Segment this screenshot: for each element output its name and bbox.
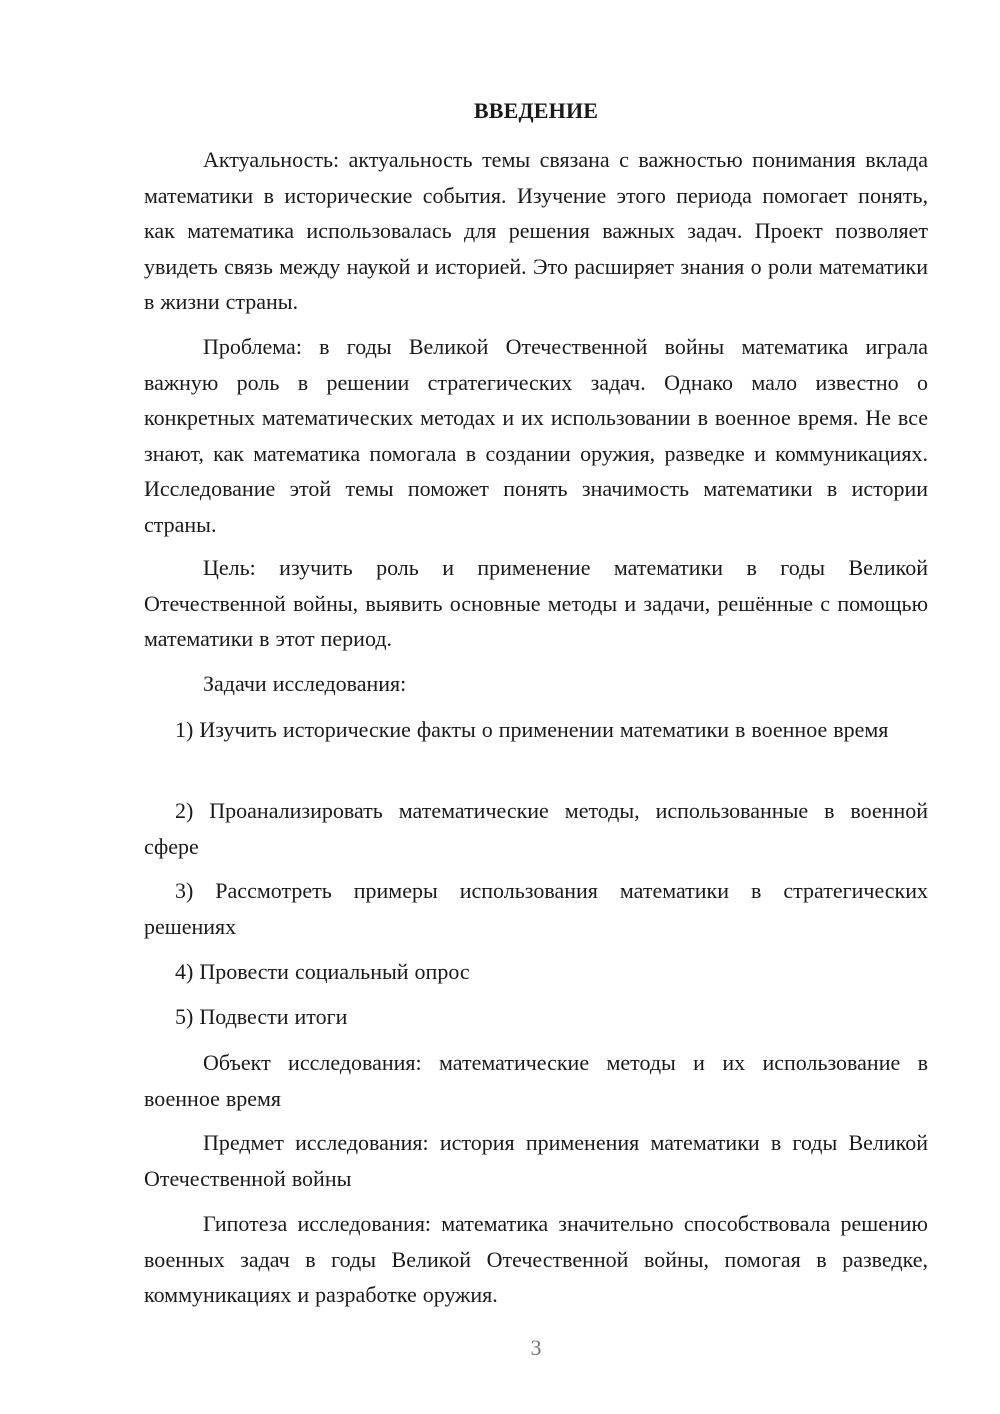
- paragraph-problem: Проблема: в годы Великой Отечественной войны математика играла важную роль в решении стратегических задач. Однако мало известно о конкретных математических методах и их использовании в военное время. Не все знают, как математика помогала в создании оружия, разведке и коммуникациях. Исследование этой темы поможет понять значимость математики в истории страны.: [144, 334, 928, 537]
- page-title: ВВЕДЕНИЕ: [473, 98, 599, 123]
- list-item: 2) Проанализировать математические методы, использованные в военной сфере: [144, 798, 928, 859]
- list-item: 5) Подвести итоги: [175, 1004, 348, 1029]
- paragraph-hypothesis: Гипотеза исследования: математика значительно способствовала решению военных задач в годы Великой Отечественной войны, помогая в разведке, коммуникациях и разработке оружия.: [144, 1211, 928, 1307]
- list-item: 4) Провести социальный опрос: [175, 959, 470, 984]
- tasks-heading: Задачи исследования:: [203, 671, 407, 696]
- paragraph-goal: Цель: изучить роль и применение математики в годы Великой Отечественной войны, выявить основные методы и задачи, решённые с помощью математики в этот период.: [144, 555, 928, 651]
- paragraph-subject: Предмет исследования: история применения математики в годы Великой Отечественной войны: [144, 1130, 928, 1191]
- paragraph-object: Объект исследования: математические методы и их использование в военное время: [144, 1050, 928, 1111]
- list-item: 3) Рассмотреть примеры использования математики в стратегических решениях: [144, 878, 928, 939]
- list-item: 1) Изучить исторические факты о применении математики в военное время: [175, 717, 889, 742]
- paragraph-relevance: Актуальность: актуальность темы связана с важностью понимания вклада математики в исторические события. Изучение этого периода помогает понять, как математика использовалась для решения важных задач. Проект позволяет увидеть связь между наукой и историей. Это расширяет знания о роли математики в жизни страны.: [144, 147, 928, 314]
- page-number: 3: [530, 1335, 542, 1360]
